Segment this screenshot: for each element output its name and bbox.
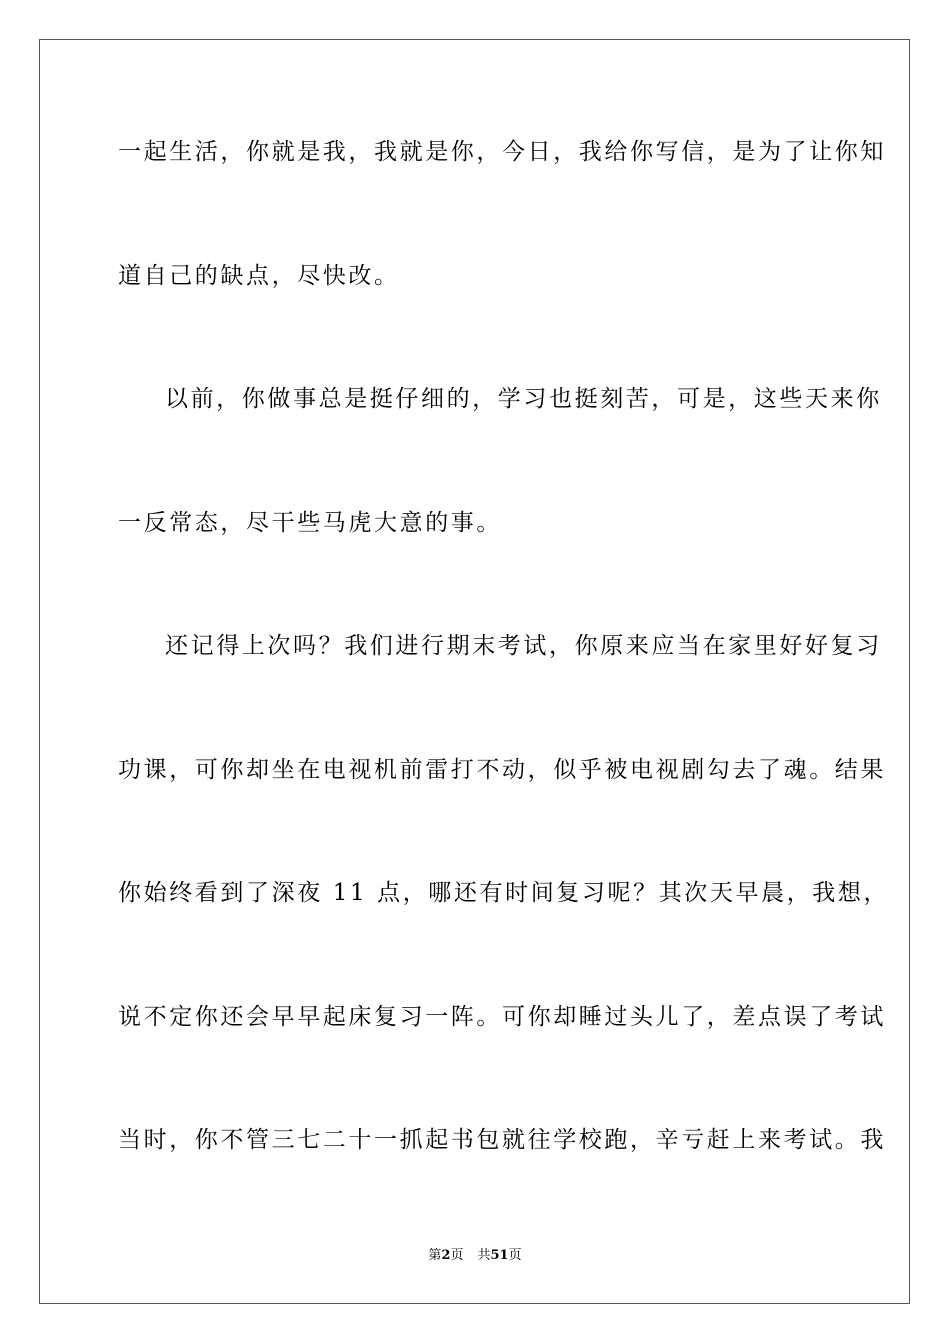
total-suffix: 页 (508, 1248, 522, 1263)
page-suffix: 页 (450, 1248, 464, 1263)
paragraph-first-line: 还记得上次吗？我们进行期末考试，你原来应当在家里好好复习 (165, 633, 882, 659)
paragraph-first-line: 以前，你做事总是挺仔细的，学习也挺刻苦，可是，这些天来你 (165, 386, 882, 412)
page-number: 2 (441, 1248, 451, 1263)
page-footer (0, 1248, 950, 1264)
text-line: 一反常态，尽干些马虎大意的事。 (118, 510, 502, 536)
page-prefix: 第 (428, 1248, 442, 1263)
text-line: 功课，可你却坐在电视机前雷打不动，似乎被电视剧勾去了魂。结果 (118, 757, 886, 783)
total-prefix: 共 (477, 1248, 491, 1263)
text-line: 说不定你还会早早起床复习一阵。可你却睡过头儿了，差点误了考试 (118, 1004, 886, 1030)
text-line: 当时，你不管三七二十一抓起书包就往学校跑，辛亏赶上来考试。我 (118, 1127, 886, 1153)
text-line: 一起生活，你就是我，我就是你，今日，我给你写信，是为了让你知 (118, 139, 886, 165)
page-border (39, 39, 910, 1304)
text-line: 道自己的缺点，尽快改。 (118, 263, 400, 289)
total-pages: 51 (490, 1248, 509, 1263)
text-line: 你始终看到了深夜 11 点，哪还有时间复习呢？其次天早晨，我想， (118, 880, 890, 906)
